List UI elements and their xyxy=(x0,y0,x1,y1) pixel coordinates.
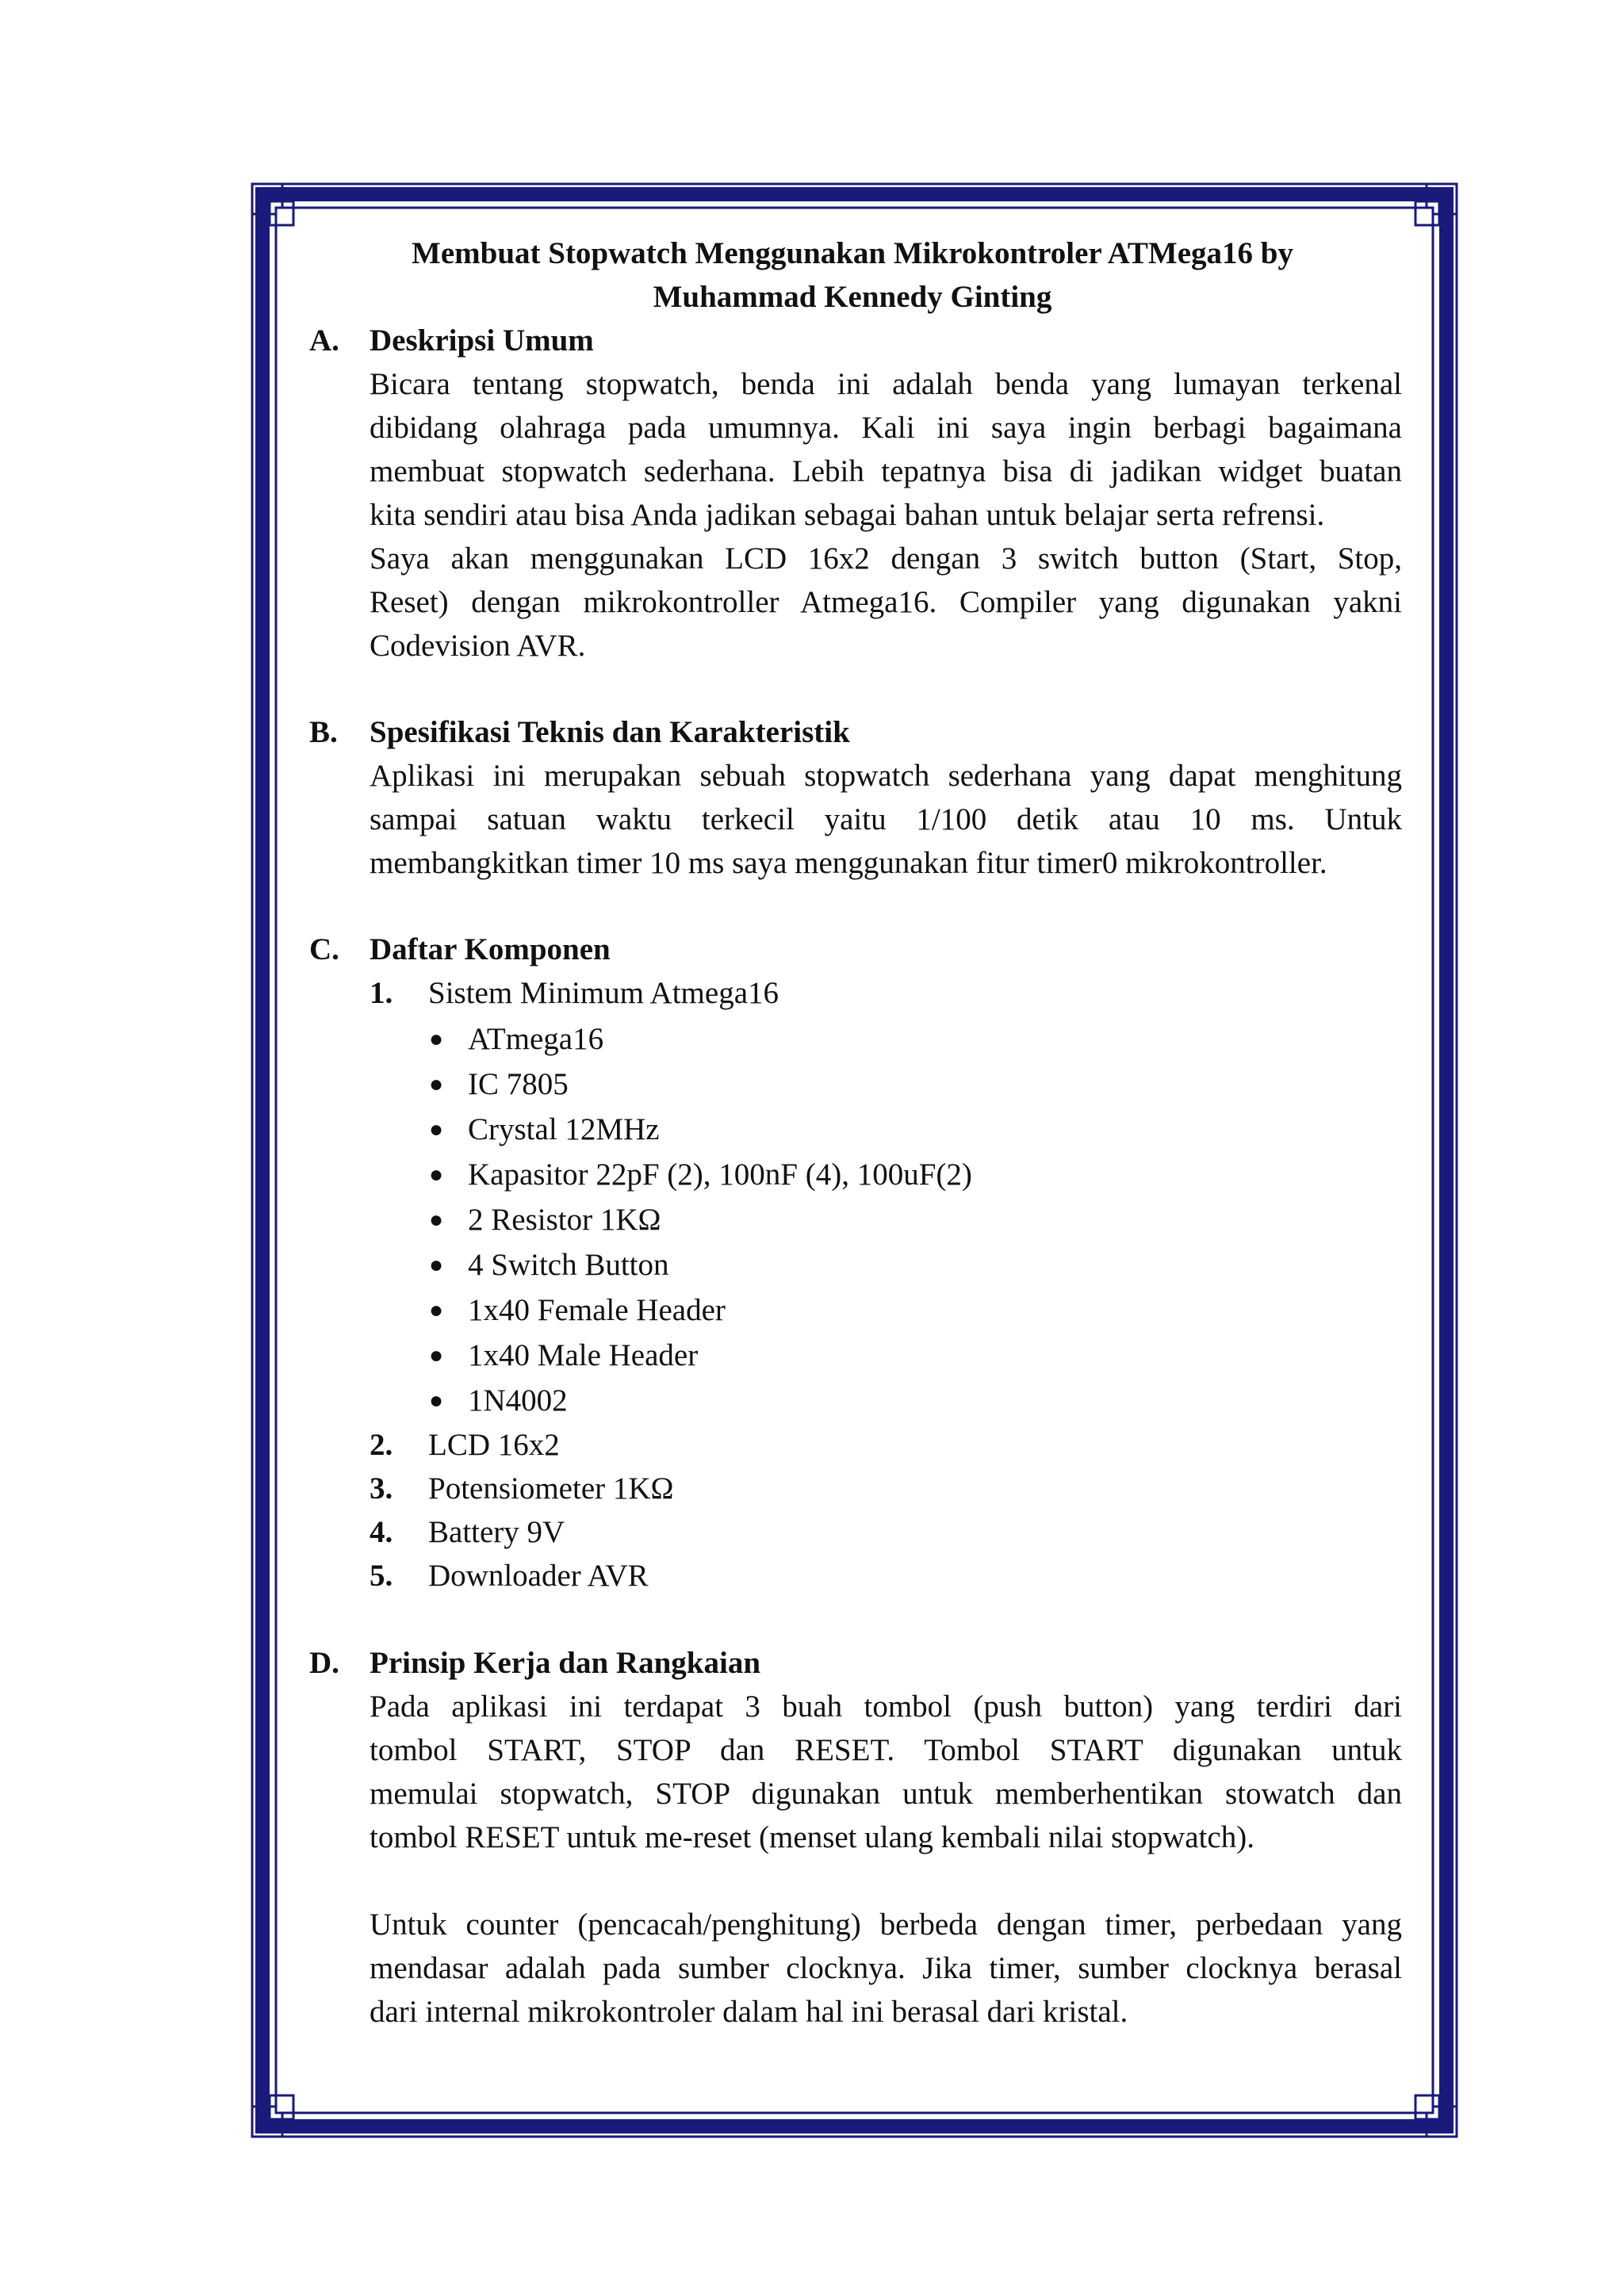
document-title xyxy=(278,232,1427,319)
section-title: Daftar Komponen xyxy=(370,932,611,966)
sub-item-text: 1x40 Female Header xyxy=(468,1293,726,1327)
item-number: 3. xyxy=(370,1471,393,1506)
item-text: Potensiometer 1KΩ xyxy=(428,1471,674,1506)
paragraph-line: tombol RESET untuk me-reset (menset ulang kembali nilai stopwatch). xyxy=(370,1820,1254,1854)
bullet-icon: ● xyxy=(429,1026,444,1052)
paragraph-line: dibidang olahraga pada umumnya. Kali ini saya ingin berbagi bagaimana xyxy=(370,411,1402,445)
sub-item-text: 4 Switch Button xyxy=(468,1248,669,1282)
section-d-paragraph-1 xyxy=(370,1685,1402,1859)
paragraph-line: Aplikasi ini merupakan sebuah stopwatch sederhana yang dapat menghitung xyxy=(370,759,1402,793)
item-number: 1. xyxy=(370,976,393,1010)
section-letter: C. xyxy=(309,932,339,966)
sub-item-text: IC 7805 xyxy=(468,1067,569,1101)
paragraph-line: tombol START, STOP dan RESET. Tombol START digunakan untuk xyxy=(370,1733,1402,1767)
paragraph-line: membuat stopwatch sederhana. Lebih tepatnya bisa di jadikan widget buatan xyxy=(370,454,1402,488)
paragraph-line: Reset) dengan mikrokontroller Atmega16. Compiler yang digunakan yakni xyxy=(370,585,1402,619)
section-letter: B. xyxy=(309,715,338,749)
section-d-paragraph-2 xyxy=(370,1903,1402,2034)
sub-item-text: 1N4002 xyxy=(468,1383,568,1418)
section-title: Prinsip Kerja dan Rangkaian xyxy=(370,1646,761,1680)
bullet-icon: ● xyxy=(429,1207,444,1233)
paragraph-line: Saya akan menggunakan LCD 16x2 dengan 3 switch button (Start, Stop, xyxy=(370,541,1402,576)
section-title: Spesifikasi Teknis dan Karakteristik xyxy=(370,715,850,749)
item-text: Battery 9V xyxy=(428,1515,565,1549)
section-a-paragraph xyxy=(370,362,1402,668)
sub-item-text: Kapasitor 22pF (2), 100nF (4), 100uF(2) xyxy=(468,1158,972,1192)
paragraph-line: mendasar adalah pada sumber clocknya. Jika timer, sumber clocknya berasal xyxy=(370,1951,1402,1985)
sub-item-text: 2 Resistor 1KΩ xyxy=(468,1203,661,1237)
paragraph-line: dari internal mikrokontroler dalam hal ini berasal dari kristal. xyxy=(370,1995,1128,2029)
bullet-icon: ● xyxy=(429,1252,444,1278)
paragraph-line: memulai stopwatch, STOP digunakan untuk memberhentikan stowatch dan xyxy=(370,1777,1402,1811)
bullet-icon: ● xyxy=(429,1387,444,1414)
bullet-icon: ● xyxy=(429,1161,444,1188)
sub-item-text: ATmega16 xyxy=(468,1022,604,1056)
bullet-icon: ● xyxy=(429,1071,444,1097)
paragraph-line: Bicara tentang stopwatch, benda ini adalah benda yang lumayan terkenal xyxy=(370,367,1402,401)
bullet-icon: ● xyxy=(429,1297,444,1323)
item-text: Sistem Minimum Atmega16 xyxy=(428,976,779,1010)
paragraph-line: Codevision AVR. xyxy=(370,629,586,663)
section-title: Deskripsi Umum xyxy=(370,323,594,358)
section-letter: A. xyxy=(309,323,339,358)
item-text: Downloader AVR xyxy=(428,1559,649,1593)
paragraph-line: kita sendiri atau bisa Anda jadikan sebagai bahan untuk belajar serta refrensi. xyxy=(370,498,1325,532)
title-line-2: Muhammad Kennedy Ginting xyxy=(653,280,1052,314)
title-line-1: Membuat Stopwatch Menggunakan Mikrokontroler ATMega16 by xyxy=(412,236,1293,270)
paragraph-line: Untuk counter (pencacah/penghitung) berbeda dengan timer, perbedaan yang xyxy=(370,1908,1402,1942)
sub-item-text: 1x40 Male Header xyxy=(468,1338,699,1372)
section-b-paragraph xyxy=(370,754,1402,885)
paragraph-line: membangkitkan timer 10 ms saya menggunakan fitur timer0 mikrokontroller. xyxy=(370,846,1327,880)
paragraph-line: Pada aplikasi ini terdapat 3 buah tombol (push button) yang terdiri dari xyxy=(370,1689,1402,1724)
item-number: 2. xyxy=(370,1428,393,1462)
bullet-icon: ● xyxy=(429,1116,444,1142)
bullet-icon: ● xyxy=(429,1342,444,1368)
item-text: LCD 16x2 xyxy=(428,1428,560,1462)
item-number: 5. xyxy=(370,1559,393,1593)
sub-item-text: Crystal 12MHz xyxy=(468,1112,660,1146)
section-letter: D. xyxy=(309,1646,339,1680)
item-number: 4. xyxy=(370,1515,393,1549)
paragraph-line: sampai satuan waktu terkecil yaitu 1/100 detik atau 10 ms. Untuk xyxy=(370,802,1402,836)
